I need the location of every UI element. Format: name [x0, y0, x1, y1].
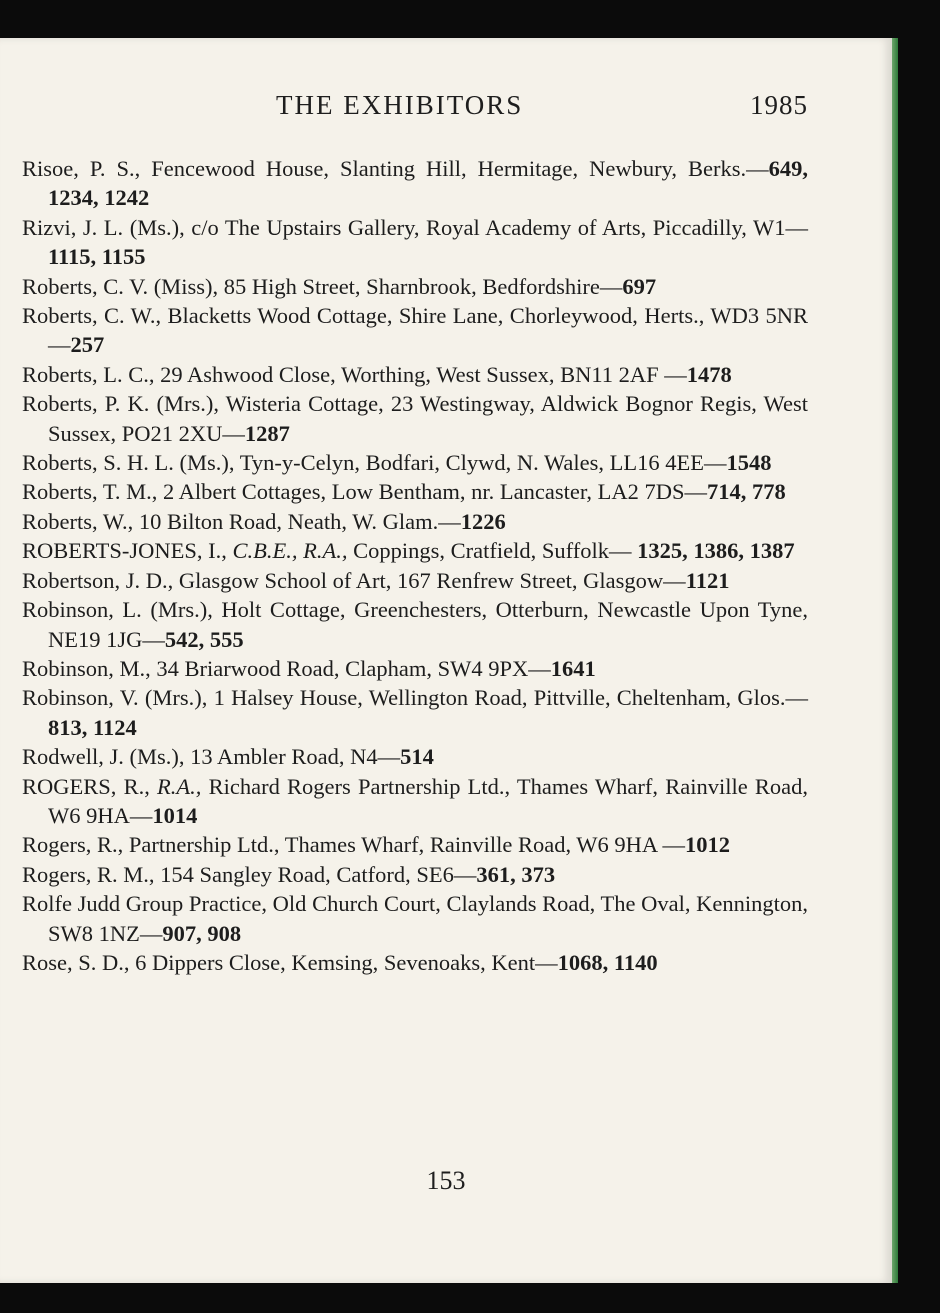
exhibit-numbers: 1287: [244, 420, 290, 446]
honours: C.B.E., R.A.,: [232, 538, 348, 564]
exhibitor-entry: Robertson, J. D., Glasgow School of Art, 167 Renfrew Street, Glasgow—1121: [22, 567, 730, 593]
exhibitor-entry: Rogers, R. M., 154 Sangley Road, Catford, SE6—361, 373: [22, 861, 556, 887]
exhibitor-entry: Robinson, V. (Mrs.), 1 Halsey House, Wellington Road, Pittville, Cheltenham, Glos.—813, 1124: [22, 685, 808, 740]
exhibitor-entry: Roberts, C. V. (Miss), 85 High Street, Sharnbrook, Bedfordshire—697: [22, 273, 657, 299]
exhibit-numbers: 1641: [550, 655, 596, 681]
exhibitor-entry: Rizvi, J. L. (Ms.), c/o The Upstairs Gallery, Royal Academy of Arts, Piccadilly, W1—1115, 1155: [22, 214, 808, 270]
exhibitor-entry: Roberts, S. H. L. (Ms.), Tyn-y-Celyn, Bodfari, Clywd, N. Wales, LL16 4EE—1548: [22, 450, 772, 476]
exhibit-numbers: 1478: [686, 361, 732, 387]
exhibitor-entry: Roberts, T. M., 2 Albert Cottages, Low Bentham, nr. Lancaster, LA2 7DS—714, 778: [22, 479, 786, 505]
exhibit-numbers: 1226: [460, 508, 506, 534]
exhibit-numbers: 542, 555: [164, 626, 244, 652]
exhibitor-entry: Robinson, M., 34 Briarwood Road, Clapham, SW4 9PX—1641: [22, 655, 596, 681]
exhibitor-entry: Robinson, L. (Mrs.), Holt Cottage, Greenchesters, Otterburn, Newcastle Upon Tyne, NE19 1JG—542, 555: [22, 597, 808, 652]
header-year: 1985: [750, 90, 808, 120]
exhibitor-entry: Risoe, P. S., Fencewood House, Slanting Hill, Hermitage, Newbury, Berks.—649, 1234, 1242: [22, 156, 808, 211]
exhibit-numbers: 1325, 1386, 1387: [637, 538, 795, 564]
exhibit-numbers: 1121: [685, 567, 730, 593]
exhibitor-entry: Rolfe Judd Group Practice, Old Church Court, Claylands Road, The Oval, Kennington, SW8 1NZ—907, 908: [22, 891, 808, 946]
exhibit-numbers: 907, 908: [162, 920, 242, 946]
page-header: [0, 90, 892, 126]
exhibitor-list: [22, 154, 808, 977]
exhibitor-entry: Rose, S. D., 6 Dippers Close, Kemsing, Sevenoaks, Kent—1068, 1140: [22, 949, 658, 975]
book-page: [0, 38, 892, 1283]
exhibitor-entry: Roberts, W., 10 Bilton Road, Neath, W. Glam.—1226: [22, 508, 506, 534]
exhibitor-entry: ROBERTS-JONES, I., C.B.E., R.A., Coppings, Cratfield, Suffolk— 1325, 1386, 1387: [22, 538, 795, 564]
exhibit-numbers: 714, 778: [707, 479, 786, 505]
exhibit-numbers: 697: [622, 273, 657, 299]
exhibitor-entry: Roberts, P. K. (Mrs.), Wisteria Cottage, 23 Westingway, Aldwick Bognor Regis, West Sussex, PO21 2XU—1287: [22, 391, 808, 446]
exhibitor-entry: Rogers, R., Partnership Ltd., Thames Wharf, Rainville Road, W6 9HA —1012: [22, 832, 731, 858]
exhibit-numbers: 361, 373: [476, 861, 556, 887]
honours: R.A.,: [157, 773, 202, 799]
exhibit-numbers: 1115, 1155: [48, 244, 146, 270]
page-number: 153: [426, 1166, 466, 1195]
exhibit-numbers: 1012: [685, 832, 731, 858]
exhibit-numbers: 514: [400, 744, 434, 770]
exhibitor-entry: Rodwell, J. (Ms.), 13 Ambler Road, N4—514: [22, 744, 434, 770]
exhibit-numbers: 1068, 1140: [557, 949, 658, 975]
exhibit-numbers: 649, 1234, 1242: [48, 156, 808, 211]
exhibitor-entry: Roberts, L. C., 29 Ashwood Close, Worthing, West Sussex, BN11 2AF —1478: [22, 361, 732, 387]
exhibitor-entry: Roberts, C. W., Blacketts Wood Cottage, Shire Lane, Chorleywood, Herts., WD3 5NR—257: [22, 303, 808, 358]
exhibit-numbers: 257: [70, 332, 105, 358]
exhibit-numbers: 1014: [152, 802, 198, 828]
exhibitor-entry: ROGERS, R., R.A., Richard Rogers Partnership Ltd., Thames Wharf, Rainville Road, W6 9HA—1014: [22, 773, 809, 828]
exhibit-numbers: 813, 1124: [48, 714, 137, 740]
exhibit-numbers: 1548: [726, 450, 772, 476]
running-title: THE EXHIBITORS: [276, 90, 524, 120]
